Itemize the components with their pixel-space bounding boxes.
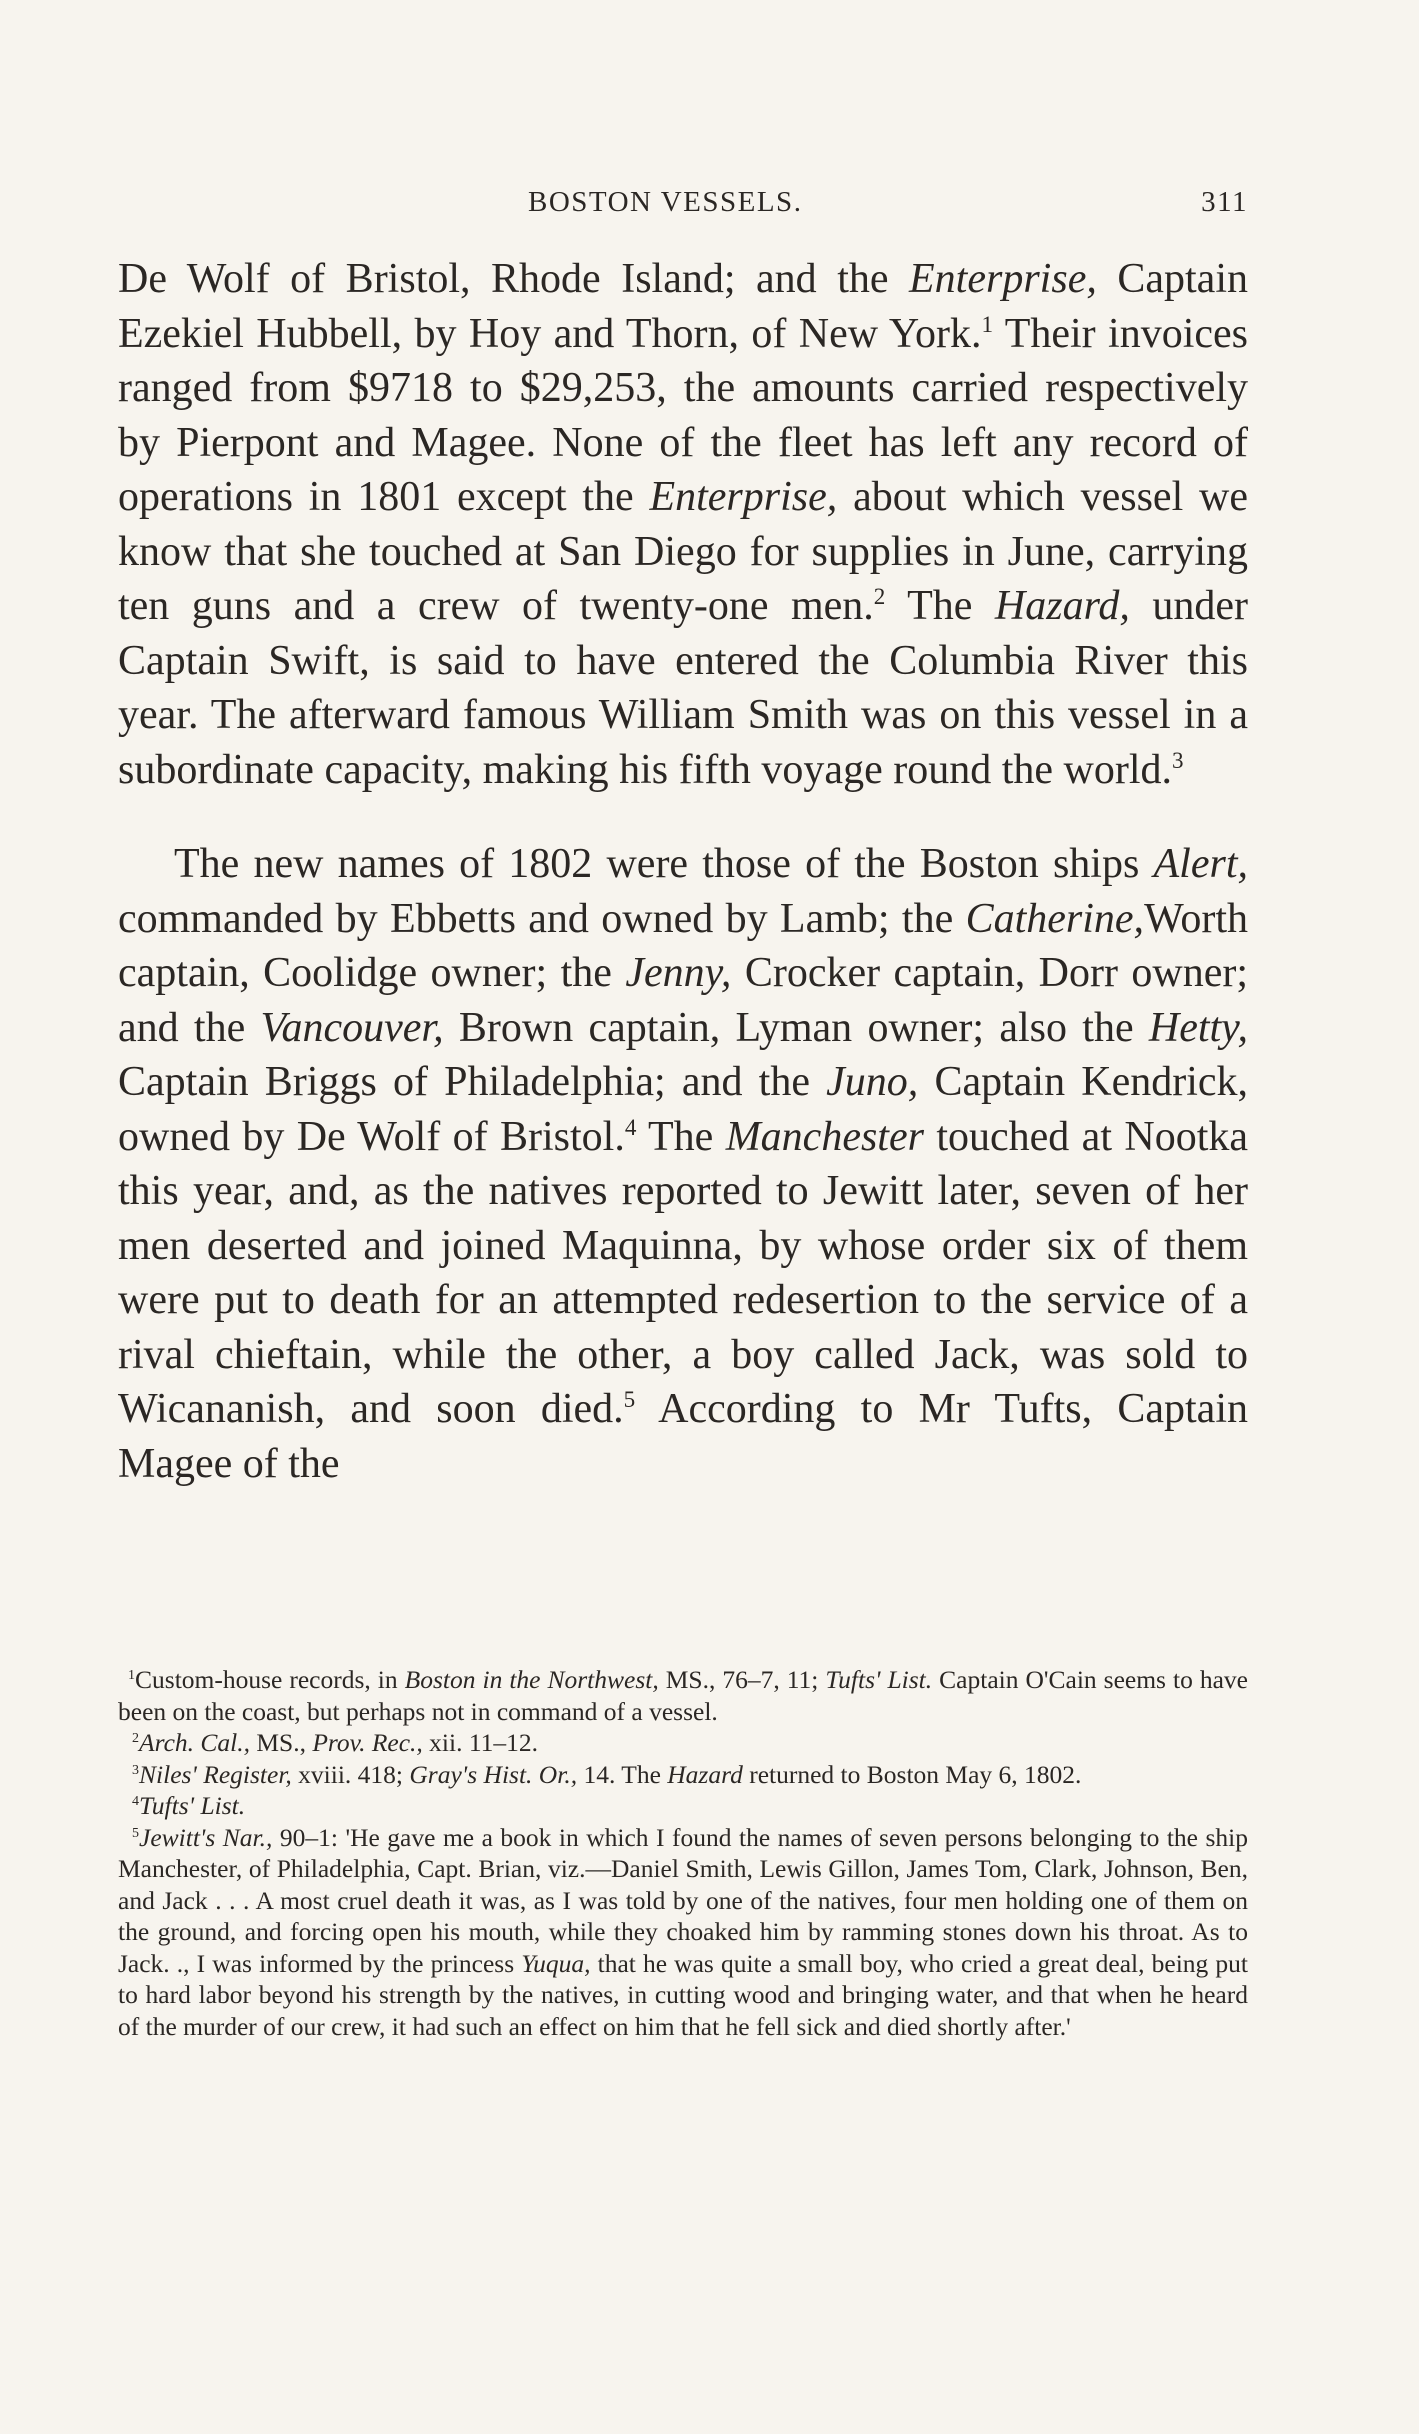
ship-name: Vancouver, xyxy=(260,1004,444,1051)
running-header xyxy=(118,186,1248,236)
footnote-mark: 5 xyxy=(132,1825,140,1841)
text-run: Captain Kendrick, owned by De Wolf of Bristol. xyxy=(118,1059,1249,1160)
text-run: According to Mr Tufts, Captain Magee of the xyxy=(118,1386,1248,1487)
ship-name: Enterprise, xyxy=(649,474,838,520)
text-run: xviii. 418; xyxy=(291,1759,410,1789)
ship-name: Catherine, xyxy=(965,895,1145,942)
text-run: De Wolf of Bristol, Rhode Island; and the xyxy=(118,256,910,302)
running-title: BOSTON VESSELS. xyxy=(528,186,803,218)
text-run: Their invoices ranged from $9718 to $29,253, the amounts carried respectively by Pierpont and Magee. None of the fleet has left any record of operations in 1801 except the xyxy=(118,310,1248,520)
ship-name: Hazard xyxy=(667,1759,743,1789)
text-run: The xyxy=(636,1113,726,1160)
ship-name: Hazard, xyxy=(994,583,1130,629)
footnote-mark: 4 xyxy=(132,1793,140,1809)
text-run: MS., xyxy=(249,1728,313,1757)
footnote-4 xyxy=(118,1790,1248,1822)
text-run: Brown captain, Lyman owner; also the xyxy=(443,1004,1149,1051)
citation-title: Niles' Register, xyxy=(139,1759,292,1789)
text-run: Captain Ezekiel Hubbell, by Hoy and Thorn, of New York. xyxy=(118,256,1248,357)
footnote-3 xyxy=(118,1759,1248,1791)
text-run: MS., 76–7, 11; xyxy=(658,1665,826,1694)
text-run: commanded by Ebbetts and owned by Lamb; the xyxy=(118,895,966,942)
citation-title: Tufts' List. xyxy=(139,1791,246,1820)
ship-name: Jenny, xyxy=(625,950,732,996)
ship-name: Enterprise, xyxy=(909,256,1097,302)
citation-title: Gray's Hist. Or., xyxy=(409,1759,578,1789)
person-name: Yuqua, xyxy=(521,1948,591,1978)
footnote-2 xyxy=(118,1727,1248,1759)
text-run: that he was quite a small boy, who cried a great deal, being put to hard labor beyond his strength by the natives, in cutting wood and bringing water, and that when he heard of the murder of our crew, it had such an effect on him that he fell sick and died shortly after.' xyxy=(118,1948,1248,2041)
text-run: Worth captain, Coolidge owner; the xyxy=(118,895,1248,996)
text-run: 90–1: 'He gave me a book in which I found the names of seven persons belonging to the ship Manchester, of Philadelphia, Capt. Brian, viz.—Daniel Smith, Lewis Gillon, James Tom, Clark, Johnson, Ben, and Jack . . . A most cruel death it was, as I was told by one of the natives, four men holding one of them on the ground, and forcing open his mouth, while they choaked him by ramming stones down his throat. As to Jack. ., I was informed by the princess xyxy=(118,1822,1248,1978)
ship-name: Manchester xyxy=(725,1113,924,1160)
text-run: returned to Boston May 6, 1802. xyxy=(742,1759,1082,1789)
text-run: under Captain Swift, is said to have entered the Columbia River this year. The afterward famous William Smith was on this vessel in a subordinate capacity, making his fifth voyage round the world. xyxy=(118,583,1248,793)
text-run: about which vessel we know that she touched at San Diego for supplies in June, carrying ten guns and a crew of twenty-one men. xyxy=(118,474,1248,629)
footnote-ref: 5 xyxy=(623,1386,636,1412)
footnote-mark: 3 xyxy=(132,1762,140,1778)
ship-name: Hetty, xyxy=(1148,1004,1248,1051)
footnote-mark: 2 xyxy=(132,1730,140,1746)
text-run: Crocker captain, Dorr owner; and the xyxy=(118,950,1248,1051)
text-run: Custom-house records, in xyxy=(135,1665,405,1694)
citation-title: Jewitt's Nar., xyxy=(139,1822,273,1852)
text-run: xii. 11–12. xyxy=(422,1728,539,1757)
footnote-ref: 1 xyxy=(981,310,994,337)
ship-name: Alert, xyxy=(1153,841,1248,887)
footnote-mark: 1 xyxy=(128,1667,136,1683)
paragraph-2 xyxy=(118,837,1248,1491)
footnote-ref: 4 xyxy=(624,1113,637,1140)
footnote-ref: 3 xyxy=(1172,746,1184,773)
paragraph-1 xyxy=(118,252,1248,797)
ship-name: Juno, xyxy=(826,1059,919,1105)
text-run: The xyxy=(885,583,995,629)
citation-title: Tufts' List. xyxy=(825,1665,933,1694)
citation-title: Prov. Rec., xyxy=(312,1728,423,1757)
footnote-ref: 2 xyxy=(873,583,886,609)
text-run: Captain Briggs of Philadelphia; and the xyxy=(118,1059,827,1105)
citation-title: Arch. Cal., xyxy=(139,1728,250,1757)
page-number: 311 xyxy=(1201,186,1248,218)
text-run: Captain O'Cain seems to have been on the coast, but perhaps not in command of a vessel. xyxy=(118,1665,1248,1726)
text-run: The new names of 1802 were those of the Boston ships xyxy=(174,841,1154,887)
citation-title: Boston in the Northwest, xyxy=(404,1665,659,1694)
main-text xyxy=(118,252,1248,1491)
footnote-5 xyxy=(118,1822,1248,2043)
text-run: 14. The xyxy=(577,1759,668,1789)
footnote-1 xyxy=(118,1664,1248,1727)
text-run: touched at Nootka this year, and, as the natives reported to Jewitt later, seven of her men deserted and joined Maquinna, by whose order six of them were put to death for an attempted redesertion to the service of a rival chieftain, while the other, a boy called Jack, was sold to Wicananish, and soon died. xyxy=(118,1113,1248,1432)
footnotes xyxy=(118,1664,1248,2042)
